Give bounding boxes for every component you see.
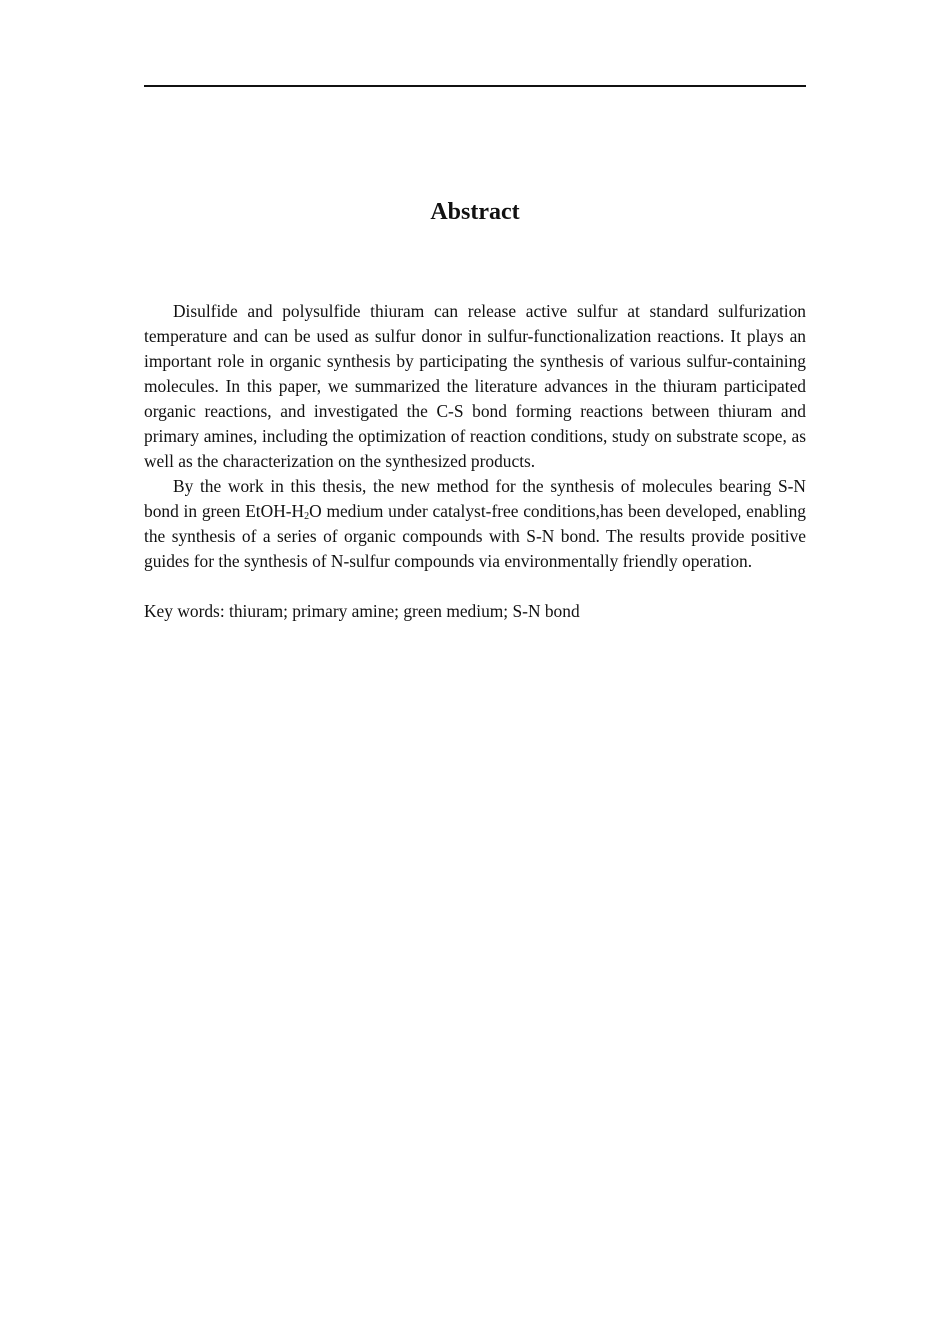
abstract-paragraph-1: Disulfide and polysulfide thiuram can release active sulfur at standard sulfurization temperature and can be used as sulfur donor in sulfur-functionalization reactions. It plays an important role in organic synthesis by participating the synthesis of various sulfur-containing molecules. In this paper, we summarized the literature advances in the thiuram participated organic reactions, and investigated the C-S bond forming reactions between thiuram and primary amines, including the optimization of reaction conditions, study on substrate scope, as well as the characterization on the synthesized products. [144,301,806,471]
paragraph-2-text-end: O medium under catalyst-free conditions,has been developed, enabling the synthesis of a series of organic compounds with S-N bond. The results provide positive guides for the synthesis of N-sulfur compounds via environmentally friendly operation. [144,501,806,571]
keywords-line: Key words: thiuram; primary amine; green medium; S-N bond [144,601,580,621]
abstract-body [144,299,806,624]
subscript-two: 2 [304,511,310,522]
page-title: Abstract [430,199,520,225]
header-rule [144,85,806,87]
paragraph-2-text-start: By the work in this thesis, the new method for the synthesis of molecules bearing S-N bond in green EtOH-H [144,476,806,521]
abstract-paragraph-2 [144,474,806,574]
